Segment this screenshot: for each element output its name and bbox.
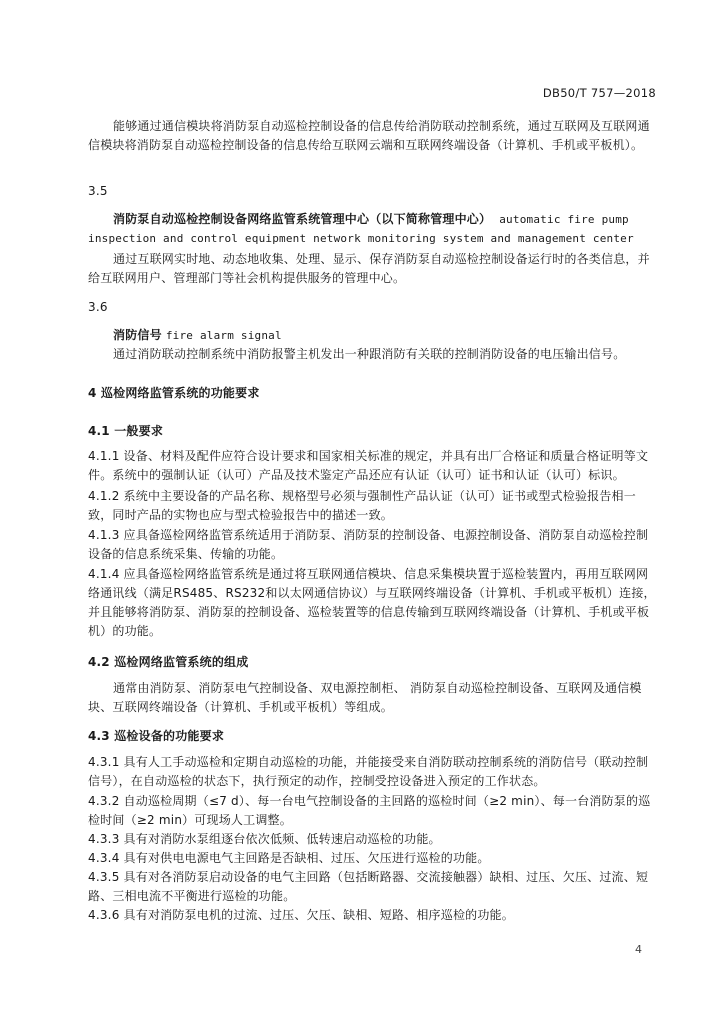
term-3-6-english: fire alarm signal: [165, 329, 282, 342]
section-4-3-title: 4.3 巡检设备的功能要求: [88, 729, 225, 743]
item-4-1-4: 4.1.4 应具备巡检网络监管系统是通过将互联网通信模块、信息采集模块置于巡检装置内，再用互联网网络通讯线（满足RS485、RS232和以太网通信协议）与互联网终端设备（计算机、手机或平板机）连接，并且能够将消防泵、消防泵的控制设备、巡检装置等的信息传输到互联网终端设备（计算机、手机或平板机）的功能。: [88, 567, 656, 638]
clause-number-3-6: 3.6: [88, 300, 108, 314]
definition-3-6: 通过消防联动控制系统中消防报警主机发出一种跟消防有关联的控制消防设备的电压输出信号。: [113, 347, 626, 361]
document-code: DB50/T 757—2018: [542, 86, 656, 100]
clause-number-3-5: 3.5: [88, 184, 108, 198]
term-3-6: [88, 326, 658, 345]
item-4-3-6: 4.3.6 具有对消防泵电机的过流、过压、欠压、缺相、短路、相序巡检的功能。: [88, 908, 514, 922]
item-4-1-2: 4.1.2 系统中主要设备的产品名称、规格型号必须与强制性产品认证（认可）证书或型式检验报告相一致，同时产品的实物也应与型式检验报告中的描述一致。: [88, 489, 636, 522]
continued-paragraph: 能够通过通信模块将消防泵自动巡检控制设备的信息传给消防联动控制系统，通过互联网及互联网通信模块将消防泵自动巡检控制设备的信息传给互联网云端和互联网终端设备（计算机、手机或平板机）。: [88, 119, 650, 152]
item-4-3-3: 4.3.3 具有对消防水泵组逐台依次低频、低转速启动巡检的功能。: [88, 832, 441, 846]
section-4-1-title: 4.1 一般要求: [88, 424, 164, 438]
term-3-5-chinese: 消防泵自动巡检控制设备网络监管系统管理中心（以下简称管理中心）: [113, 212, 492, 226]
term-3-6-chinese: 消防信号: [113, 328, 162, 342]
item-4-3-2: 4.3.2 自动巡检周期（≤7 d）、每一台电气控制设备的主回路的巡检时间（≥2 min）、每一台消防泵的巡检时间（≥2 min）可现场人工调整。: [88, 794, 651, 827]
item-4-1-1: 4.1.1 设备、材料及配件应符合设计要求和国家相关标准的规定，并具有出厂合格证和质量合格证明等文件。系统中的强制认证（认可）产品及技术鉴定产品还应有认证（认可）证书和认证（认可）标识。: [88, 449, 649, 482]
page-number: 4: [635, 943, 642, 956]
item-4-1-3: 4.1.3 应具备巡检网络监管系统适用于消防泵、消防泵的控制设备、电源控制设备、消防泵自动巡检控制设备的信息系统采集、传输的功能。: [88, 528, 649, 561]
item-4-3-5: 4.3.5 具有对各消防泵启动设备的电气主回路（包括断路器、交流接触器）缺相、过压、欠压、过流、短路、三相电流不平衡进行巡检的功能。: [88, 870, 649, 903]
term-3-5: [88, 210, 658, 248]
section-4-title: 4 巡检网络监管系统的功能要求: [88, 386, 260, 400]
section-4-2-title: 4.2 巡检网络监管系统的组成: [88, 655, 249, 669]
term-3-5-english: automatic fire pump inspection and control equipment network monitoring system and management center: [88, 213, 634, 245]
item-4-3-1: 4.3.1 具有人工手动巡检和定期自动巡检的功能，并能接受来自消防联动控制系统的消防信号（联动控制信号），在自动巡检的状态下，执行预定的动作，控制受控设备进入预定的工作状态。: [88, 755, 649, 788]
section-4-2-body: 通常由消防泵、消防泵电气控制设备、双电源控制柜、 消防泵自动巡检控制设备、互联网及通信模块、互联网终端设备（计算机、手机或平板机）等组成。: [88, 681, 642, 714]
item-4-3-4: 4.3.4 具有对供电电源电气主回路是否缺相、过压、欠压进行巡检的功能。: [88, 851, 490, 865]
definition-3-5: 通过互联网实时地、动态地收集、处理、显示、保存消防泵自动巡检控制设备运行时的各类信息，并给互联网用户、管理部门等社会机构提供服务的管理中心。: [88, 252, 650, 285]
